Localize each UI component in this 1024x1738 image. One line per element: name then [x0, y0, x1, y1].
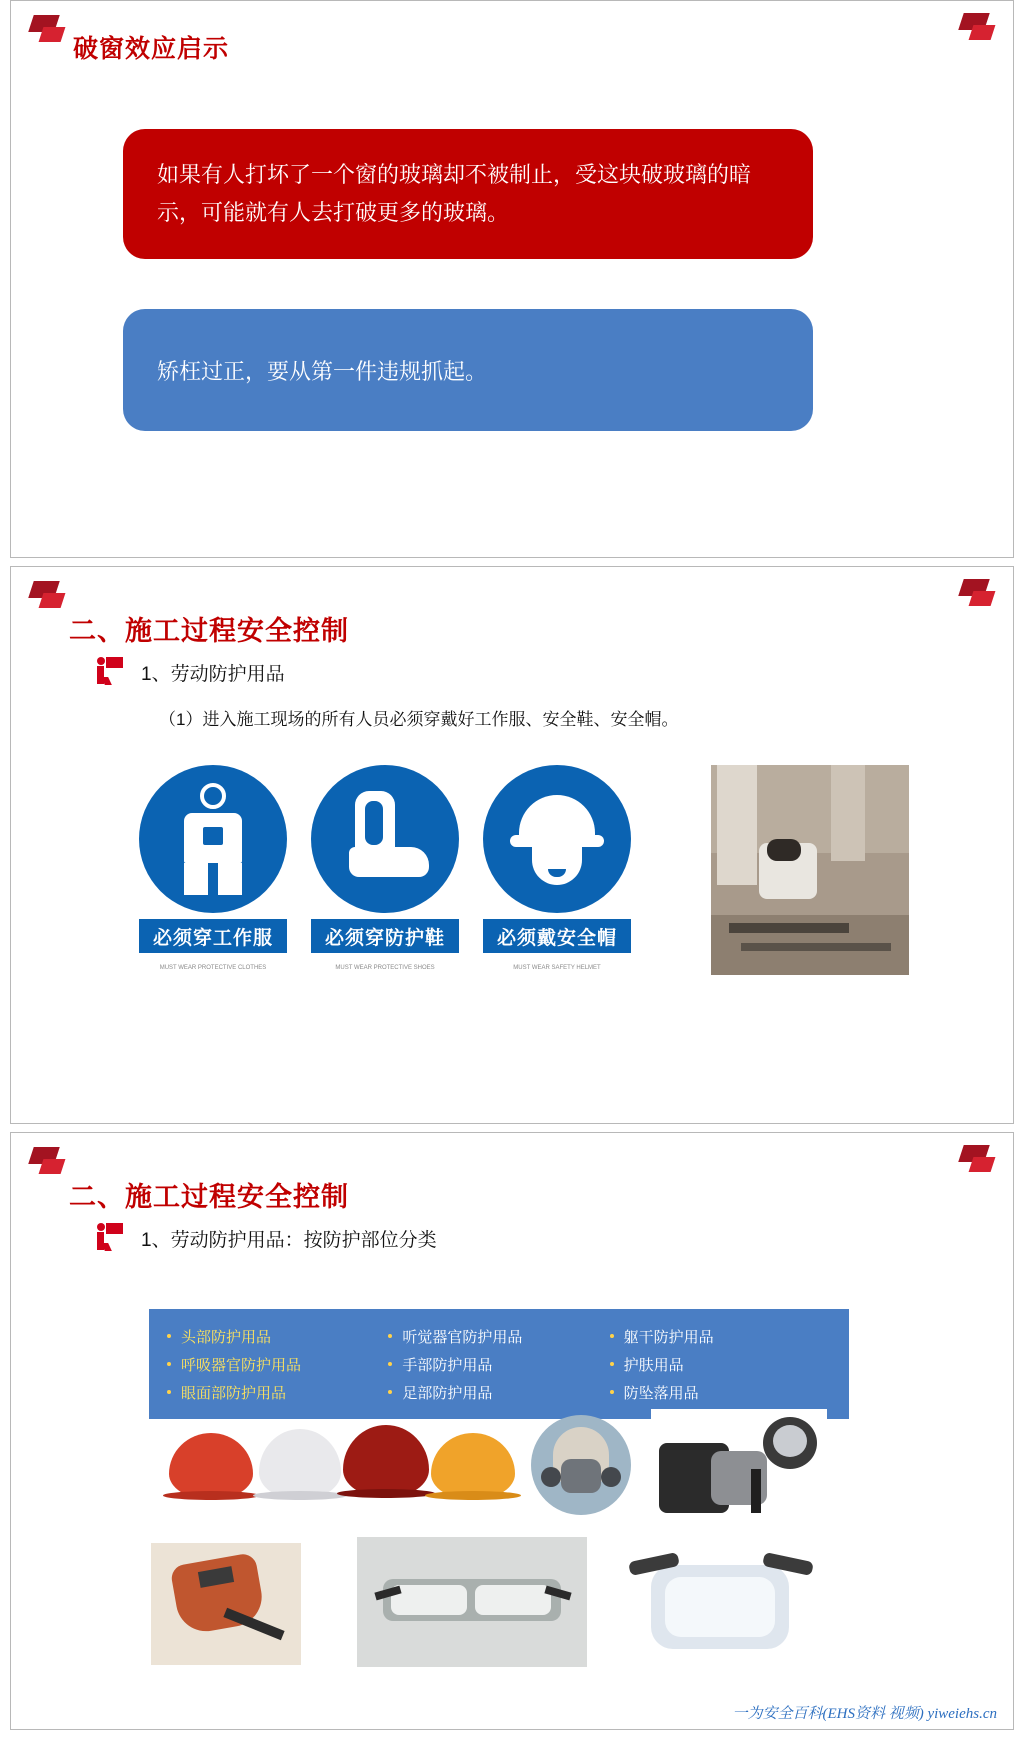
page-title: 破窗效应启示 [73, 35, 230, 63]
slide-broken-window [10, 0, 1014, 558]
slide-ppe-1 [10, 566, 1014, 1124]
category-label: 呼吸器官防护用品 [181, 1356, 302, 1374]
flag-decoration-icon [29, 13, 69, 47]
flag-decoration-icon [959, 577, 999, 611]
bullet-dot-icon [388, 1390, 392, 1394]
person-flag-bullet-icon [93, 655, 127, 685]
flag-decoration-icon [959, 1143, 999, 1177]
category-label: 听觉器官防护用品 [402, 1328, 523, 1346]
worker-coverall-icon [170, 783, 256, 895]
category-item [388, 1351, 609, 1377]
category-label: 防坠落用品 [623, 1384, 699, 1402]
category-item [388, 1323, 609, 1349]
safety-goggles-photo [625, 1537, 815, 1667]
bullet-dot-icon [167, 1390, 171, 1394]
respirator-mask-photo [531, 1415, 631, 1515]
scba-breathing-apparatus-photo [651, 1409, 827, 1529]
page-title: 二、施工过程安全控制 [69, 616, 349, 646]
bullet-dot-icon [167, 1362, 171, 1366]
category-item [167, 1379, 388, 1405]
ppe-category-band [149, 1309, 849, 1419]
category-item [610, 1379, 831, 1405]
sign-label: 必须穿工作服 [139, 919, 287, 953]
sign-must-wear-workwear [139, 765, 287, 975]
bullet-dot-icon [610, 1390, 614, 1394]
sign-sublabel: MUST WEAR PROTECTIVE CLOTHES [159, 965, 267, 971]
bullet-level1-text: 1、劳动防护用品 [141, 664, 285, 685]
page-title: 二、施工过程安全控制 [69, 1182, 349, 1212]
bullet-dot-icon [388, 1334, 392, 1338]
callout-blue-text: 矫枉过正，要从第一件违规抓起。 [157, 358, 488, 384]
category-item [610, 1351, 831, 1377]
sign-label: 必须穿防护鞋 [311, 919, 459, 953]
flag-decoration-icon [959, 11, 999, 45]
safety-glasses-photo [357, 1537, 587, 1667]
category-label: 手部防护用品 [402, 1356, 493, 1374]
category-label: 头部防护用品 [181, 1328, 272, 1346]
category-item [610, 1323, 831, 1349]
watermark-text: 一为安全百科(EHS资料 视频) yiweiehs.cn [732, 1706, 997, 1722]
bullet-dot-icon [388, 1362, 392, 1366]
category-label: 护肤用品 [623, 1356, 684, 1374]
sign-must-wear-helmet [483, 765, 631, 975]
callout-red [123, 129, 813, 259]
callout-red-text: 如果有人打坏了一个窗的玻璃却不被制止，受这块破玻璃的暗示，可能就有人去打破更多的玻璃。 [157, 162, 752, 225]
sign-sublabel: MUST WEAR SAFETY HELMET [513, 965, 601, 971]
slide-ppe-2 [10, 1132, 1014, 1730]
category-label: 足部防护用品 [402, 1384, 493, 1402]
person-flag-bullet-icon [93, 1221, 127, 1251]
construction-site-photo [711, 765, 909, 975]
safety-boot-icon [339, 791, 431, 887]
category-item [167, 1323, 388, 1349]
flag-decoration-icon [29, 1145, 69, 1179]
bullet-level1-text: 1、劳动防护用品：按防护部位分类 [141, 1230, 437, 1251]
sign-sublabel: MUST WEAR PROTECTIVE SHOES [335, 965, 435, 971]
category-label: 眼面部防护用品 [181, 1384, 287, 1402]
flag-decoration-icon [29, 579, 69, 613]
safety-helmet-icon [510, 795, 604, 885]
callout-blue [123, 309, 813, 431]
bullet-dot-icon [167, 1334, 171, 1338]
bullet-dot-icon [610, 1362, 614, 1366]
category-item [388, 1379, 609, 1405]
sign-label: 必须戴安全帽 [483, 919, 631, 953]
bullet-dot-icon [610, 1334, 614, 1338]
bullet-level2-text: （1）进入施工现场的所有人员必须穿戴好工作服、安全鞋、安全帽。 [159, 710, 679, 729]
welding-mask-photo [151, 1543, 301, 1665]
sign-must-wear-protective-shoes [311, 765, 459, 975]
category-item [167, 1351, 388, 1377]
category-label: 躯干防护用品 [623, 1328, 714, 1346]
